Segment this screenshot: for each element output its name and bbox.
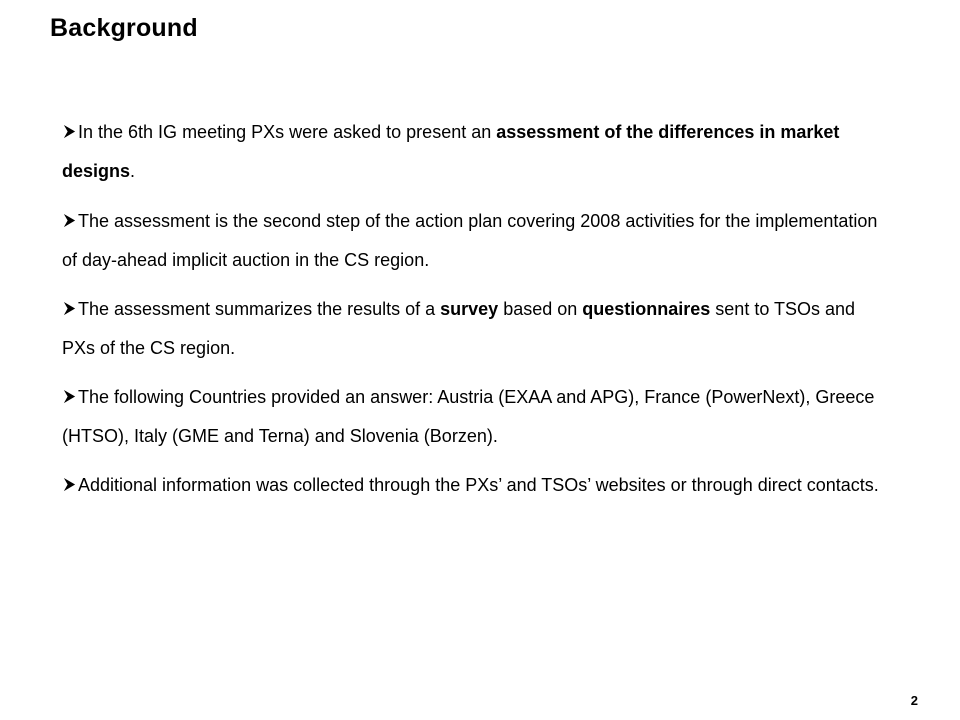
slide-title: Background <box>50 14 198 42</box>
bullet-3-text-a: The assessment summarizes the results of a <box>78 299 441 319</box>
bullet-item-5 <box>62 466 892 505</box>
bullet-3-bold-survey: survey <box>440 299 499 319</box>
bullet-3-text-c: sent to TSOs and PXs of the CS region. <box>62 299 856 358</box>
bullet-item-3 <box>62 290 892 368</box>
bullet-list <box>62 113 892 516</box>
page-number: 2 <box>910 693 918 708</box>
bullet-1-period: . <box>130 161 136 181</box>
bullet-2-text: The assessment is the second step of the action plan covering 2008 activities for the implementation of day-ahead implicit auction in the CS region. <box>62 211 878 270</box>
bullet-item-1 <box>62 113 892 191</box>
bullet-4-text: The following Countries provided an answer: Austria (EXAA and APG), France (PowerNext), Greece (HTSO), Italy (GME and Terna) and Slovenia (Borzen). <box>62 387 875 446</box>
bullet-3-bold-questionnaires: questionnaires <box>582 299 711 319</box>
bullet-item-2 <box>62 202 892 280</box>
bullet-3-text-b: based on <box>498 299 583 319</box>
arrow-bullet-icon <box>62 477 77 492</box>
arrow-bullet-icon <box>62 213 77 228</box>
bullet-item-4 <box>62 378 892 456</box>
bullet-5-text: Additional information was collected through the PXs’ and TSOs’ websites or through direct contacts. <box>78 475 879 495</box>
arrow-bullet-icon <box>62 389 77 404</box>
arrow-bullet-icon <box>62 301 77 316</box>
bullet-1-bold-phrase: assessment of the differences in market designs <box>62 122 840 181</box>
arrow-bullet-icon <box>62 124 77 139</box>
bullet-1-text: In the 6th IG meeting PXs were asked to present an <box>78 122 497 142</box>
